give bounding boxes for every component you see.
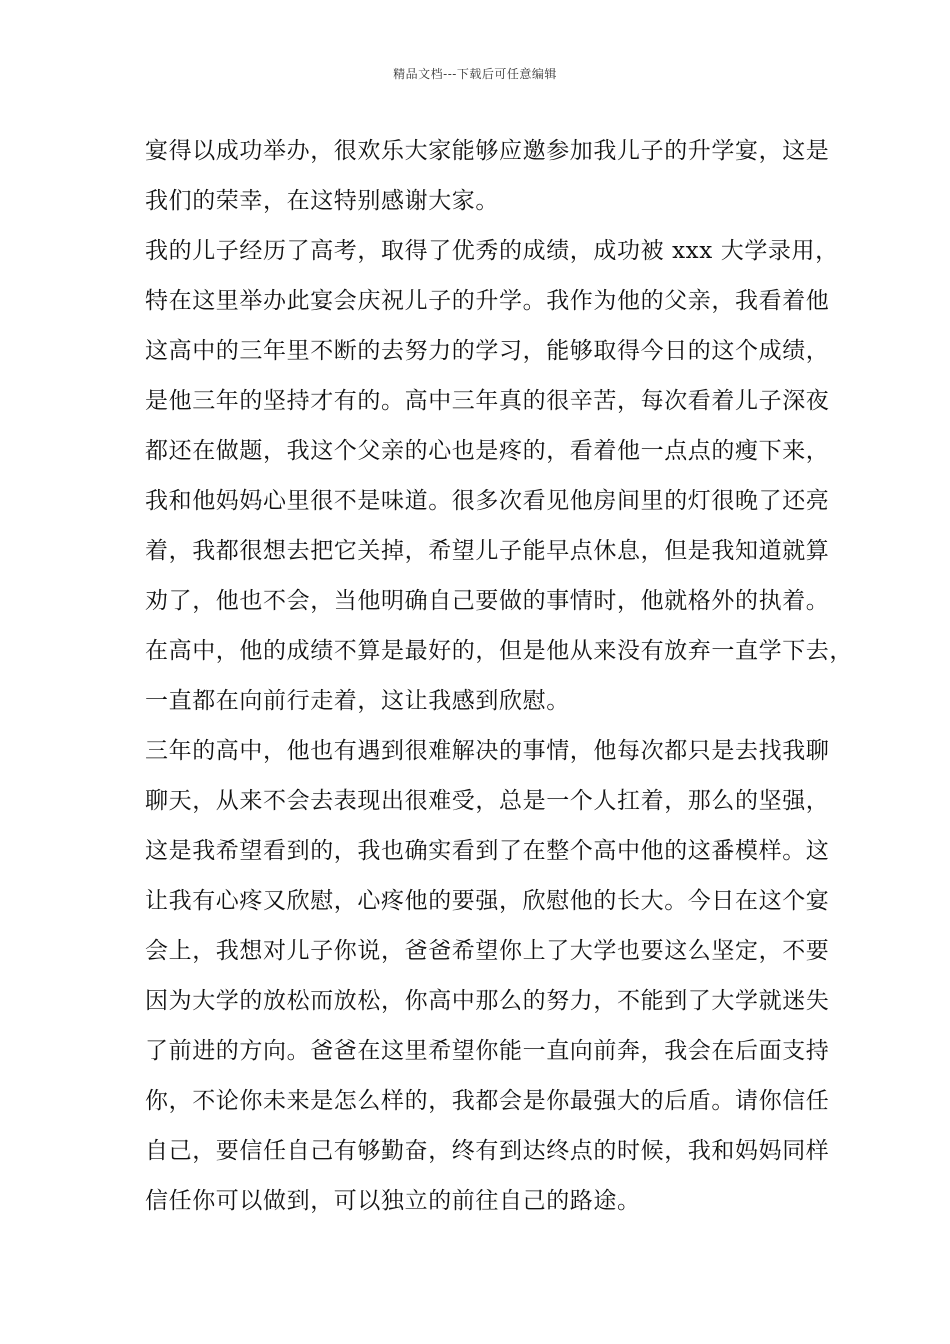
text-line: 聊天，从来不会去表现出很难受，总是一个人扛着，那么的坚强， [145, 788, 830, 814]
text-line: 我和他妈妈心里很不是味道。很多次看见他房间里的灯很晚了还亮 [145, 488, 830, 514]
text-line: 信任你可以做到，可以独立的前往自己的路途。 [145, 1188, 641, 1214]
text-line: 会上，我想对儿子你说，爸爸希望你上了大学也要这么坚定，不要 [145, 938, 830, 964]
text-line: 着，我都很想去把它关掉，希望儿子能早点休息，但是我知道就算 [145, 538, 830, 564]
text-line: 让我有心疼又欣慰，心疼他的要强，欣慰他的长大。今日在这个宴 [145, 888, 830, 914]
text-line: 这高中的三年里不断的去努力的学习，能够取得今日的这个成绩， [145, 338, 830, 364]
text-line: 都还在做题，我这个父亲的心也是疼的，看着他一点点的瘦下来， [145, 438, 830, 464]
text-line: 是他三年的坚持才有的。高中三年真的很辛苦，每次看着儿子深夜 [145, 388, 830, 414]
text-line: 三年的高中，他也有遇到很难解决的事情，他每次都只是去找我聊 [145, 738, 830, 764]
text-line: 劝了，他也不会，当他明确自己要做的事情时，他就格外的执着。 [145, 588, 830, 614]
text-line: 宴得以成功举办，很欢乐大家能够应邀参加我儿子的升学宴，这是 [145, 138, 830, 164]
text-line: 一直都在向前行走着，这让我感到欣慰。 [145, 688, 570, 714]
text-line: 因为大学的放松而放松，你高中那么的努力，不能到了大学就迷失 [145, 988, 830, 1014]
page-header: 精品文档---下载后可任意编辑 [393, 67, 557, 81]
text-line: 在高中，他的成绩不算是最好的，但是他从来没有放弃一直学下去， [145, 638, 853, 664]
text-line: 你，不论你未来是怎么样的，我都会是你最强大的后盾。请你信任 [145, 1088, 830, 1114]
document-body [145, 131, 853, 1231]
text-line: 我的儿子经历了高考，取得了优秀的成绩，成功被 xxx 大学录用， [145, 238, 839, 264]
text-line: 特在这里举办此宴会庆祝儿子的升学。我作为他的父亲，我看着他 [145, 288, 830, 314]
text-line: 这是我希望看到的，我也确实看到了在整个高中他的这番模样。这 [145, 838, 830, 864]
text-line: 自己，要信任自己有够勤奋，终有到达终点的时候，我和妈妈同样 [145, 1138, 830, 1164]
text-line: 了前进的方向。爸爸在这里希望你能一直向前奔，我会在后面支持 [145, 1038, 830, 1064]
text-line: 我们的荣幸，在这特别感谢大家。 [145, 188, 499, 214]
